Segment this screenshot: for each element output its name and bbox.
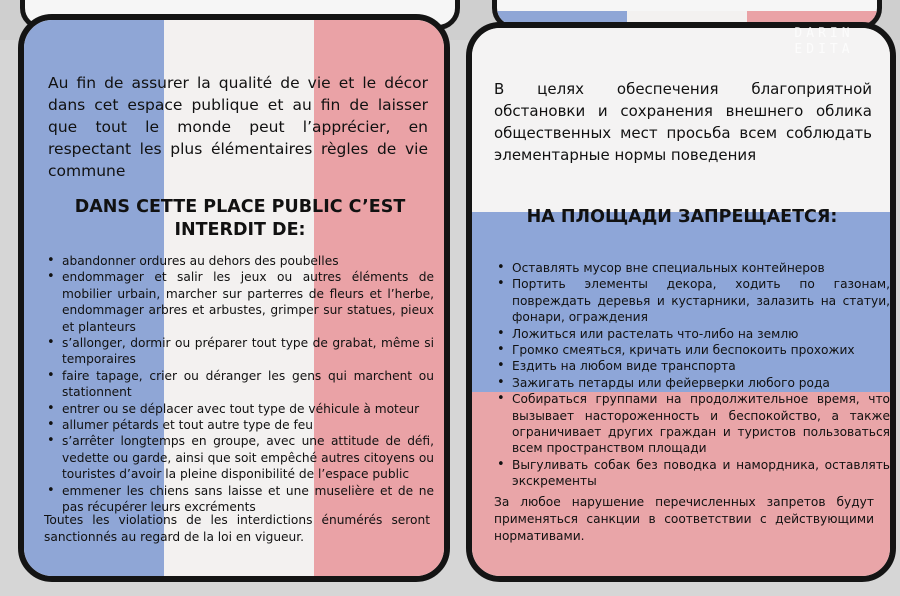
list-item: • Громко смеяться, кричать или беспокоить прохожих <box>512 342 890 358</box>
watermark: DARIN EDITA <box>794 26 854 57</box>
french-heading <box>44 196 436 242</box>
list-item: • s’arrêter longtemps en groupe, avec une attitude de défi, vedette ou garde, ainsi que soit empêché autres citoyens ou touristes d’avoir la pleine disponibilité de l’espace public <box>62 433 434 482</box>
list-item: • Выгуливать собак без поводка и намордника, оставлять экскременты <box>512 457 890 490</box>
list-item: • Оставлять мусор вне специальных контейнеров <box>512 260 890 276</box>
russian-footer-text: За любое нарушение перечисленных запретов будут применяться санкции в соответствии с действующими нормативами. <box>494 495 874 543</box>
list-item: • faire tapage, crier ou déranger les gens qui marchent ou stationnent <box>62 368 434 401</box>
french-sign-panel <box>18 14 450 582</box>
list-item: • Собираться группами на продолжительное время, что вызывает настороженность и беспокойство, а также ограничивает других граждан и туристов пользоваться всем пространством площади <box>512 391 890 457</box>
list-item: • Зажигать петарды или фейерверки любого рода <box>512 375 890 391</box>
french-footer-text: Toutes les violations de les interdictions énumérés seront sanctionnés au regard de la loi en vigueur. <box>44 513 430 544</box>
french-heading-line1: DANS CETTE PLACE PUBLIC C’EST <box>74 197 406 217</box>
list-item: • Ложиться или растелать что-либо на землю <box>512 326 890 342</box>
russian-prohibition-list <box>494 260 890 490</box>
list-item: • entrer ou se déplacer avec tout type de véhicule à moteur <box>62 401 434 417</box>
russian-intro-text: В целях обеспечения благоприятной обстановки и сохранения внешнего облика общественных мест просьба всем соблюдать элементарные нормы поведения <box>494 80 872 164</box>
list-item: • allumer pétards et tout autre type de feu <box>62 417 434 433</box>
russian-heading: НА ПЛОЩАДИ ЗАПРЕЩАЕТСЯ: <box>526 207 838 227</box>
list-item: • s’allonger, dormir ou préparer tout type de grabat, même si temporaires <box>62 335 434 368</box>
list-item: • abandonner ordures au dehors des poubelles <box>62 253 434 269</box>
list-item: • Портить элементы декора, ходить по газонам, повреждать деревья и кустарники, залазить на статуи, фонари, ограждения <box>512 276 890 325</box>
french-intro-text: Au fin de assurer la qualité de vie et le décor dans cet espace publique et au fin de laisser que tout le monde peut l’apprécier, en respectant les plus élémentaires règles de vie commune <box>48 74 428 180</box>
russian-sign-panel <box>466 22 896 582</box>
list-item: • endommager et salir les jeux ou autres éléments de mobilier urbain, marcher sur parterres de fleurs et l’herbe, endommager arbres et arbustes, grimper sur statues, pieux et planteurs <box>62 269 434 335</box>
french-heading-line2: INTERDIT DE: <box>174 220 306 240</box>
list-item: • Ездить на любом виде транспорта <box>512 358 890 374</box>
list-item: • emmener les chiens sans laisse et une muselière et de ne pas récupérer leurs excréments <box>62 483 434 516</box>
french-prohibition-list <box>44 253 434 516</box>
